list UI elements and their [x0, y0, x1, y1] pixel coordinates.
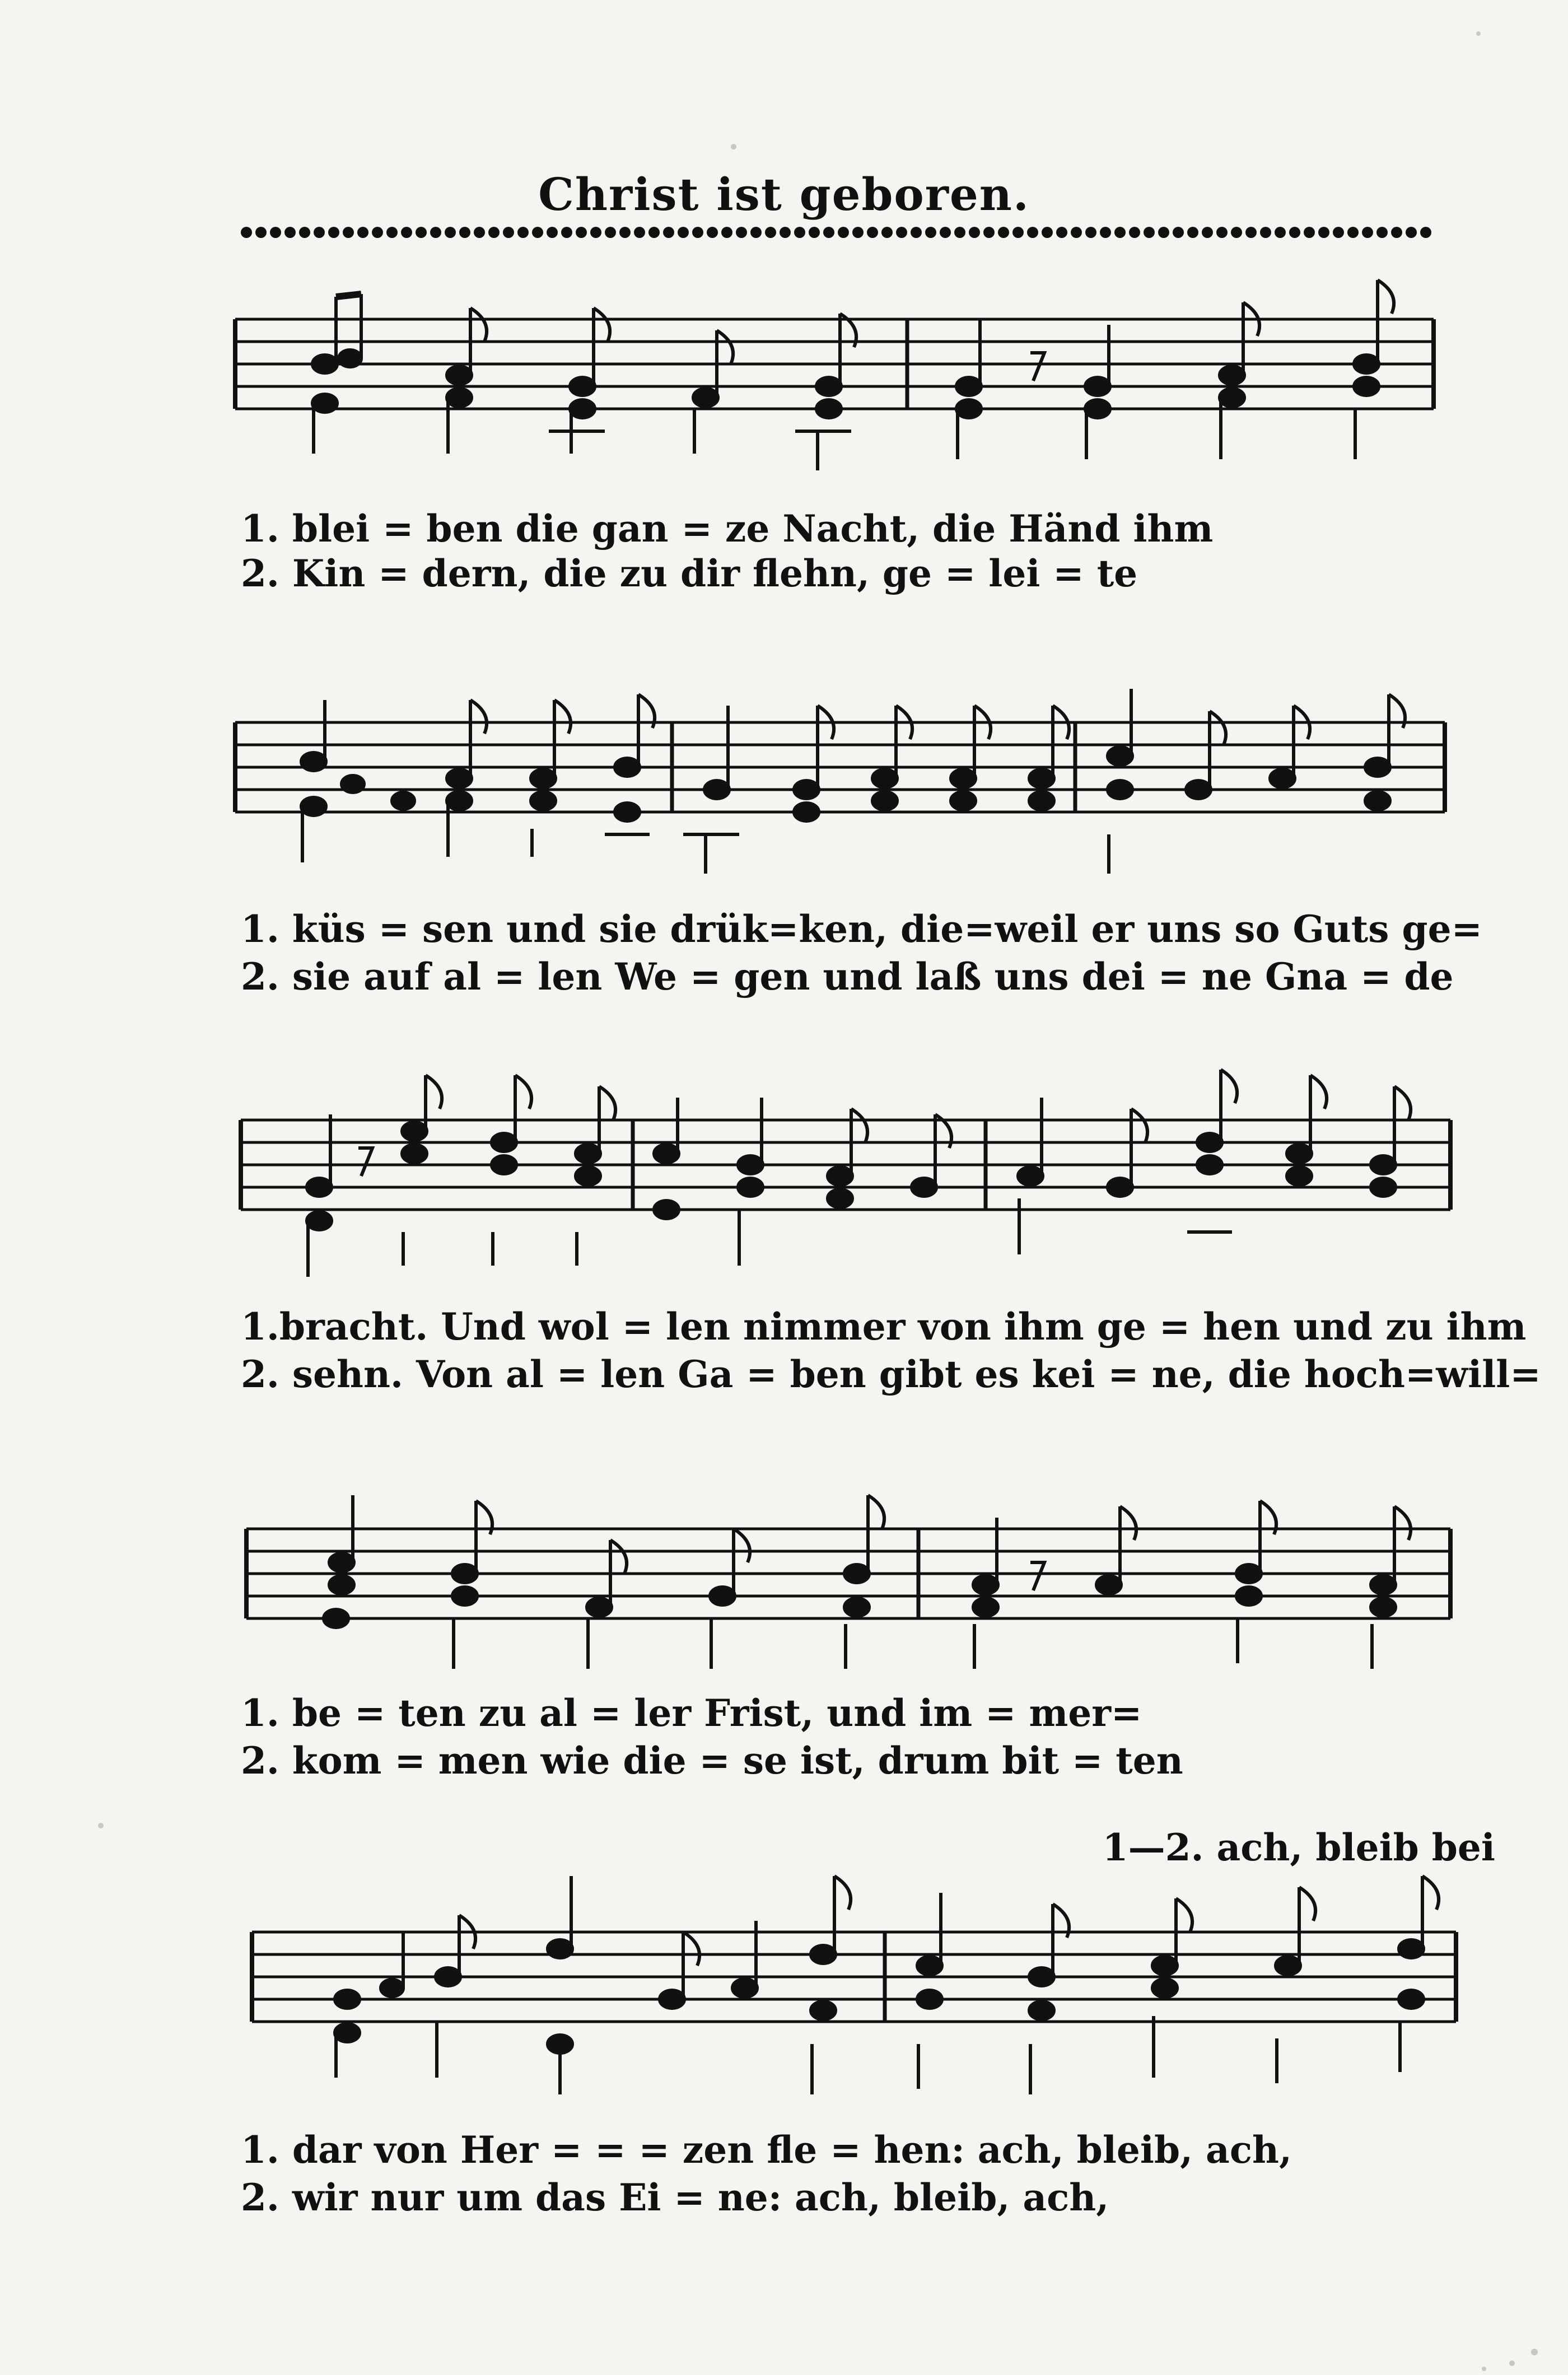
lyric-verse-1: 1.bracht. Und wol = len nimmer von ihm ge = hen und zu ihm — [241, 1305, 1527, 1349]
page-title: Christ ist geboren. — [538, 168, 1030, 221]
lyric-verse-2: 2. sehn. Von al = len Ga = ben gibt es kei = ne, die hoch=will= — [241, 1352, 1541, 1396]
lyric-verse-1: 1. dar von Her = = = zen fle = hen: ach, bleib, ach, — [241, 2128, 1292, 2172]
lyric-verse-2: 2. Kin = dern, die zu dir flehn, ge = lei = te — [241, 552, 1138, 595]
lyric-verse-2: 2. sie auf al = len We = gen und laß uns dei = ne Gna = de — [241, 955, 1454, 998]
lyric-verse-2: 2. kom = men wie die = se ist, drum bit = ten — [241, 1739, 1183, 1783]
lyric-verse-1: 1. be = ten zu al = ler Frist, und im = mer= — [241, 1691, 1142, 1735]
chorus-label: 1—2. ach, bleib bei — [1102, 1826, 1495, 1869]
lyric-verse-2: 2. wir nur um das Ei = ne: ach, bleib, ach, — [241, 2176, 1109, 2219]
lyric-verse-1: 1. blei = ben die gan = ze Nacht, die Händ ihm — [241, 507, 1214, 550]
lyric-verse-1: 1. küs = sen und sie drük=ken, die=weil er uns so Guts ge= — [241, 907, 1482, 951]
